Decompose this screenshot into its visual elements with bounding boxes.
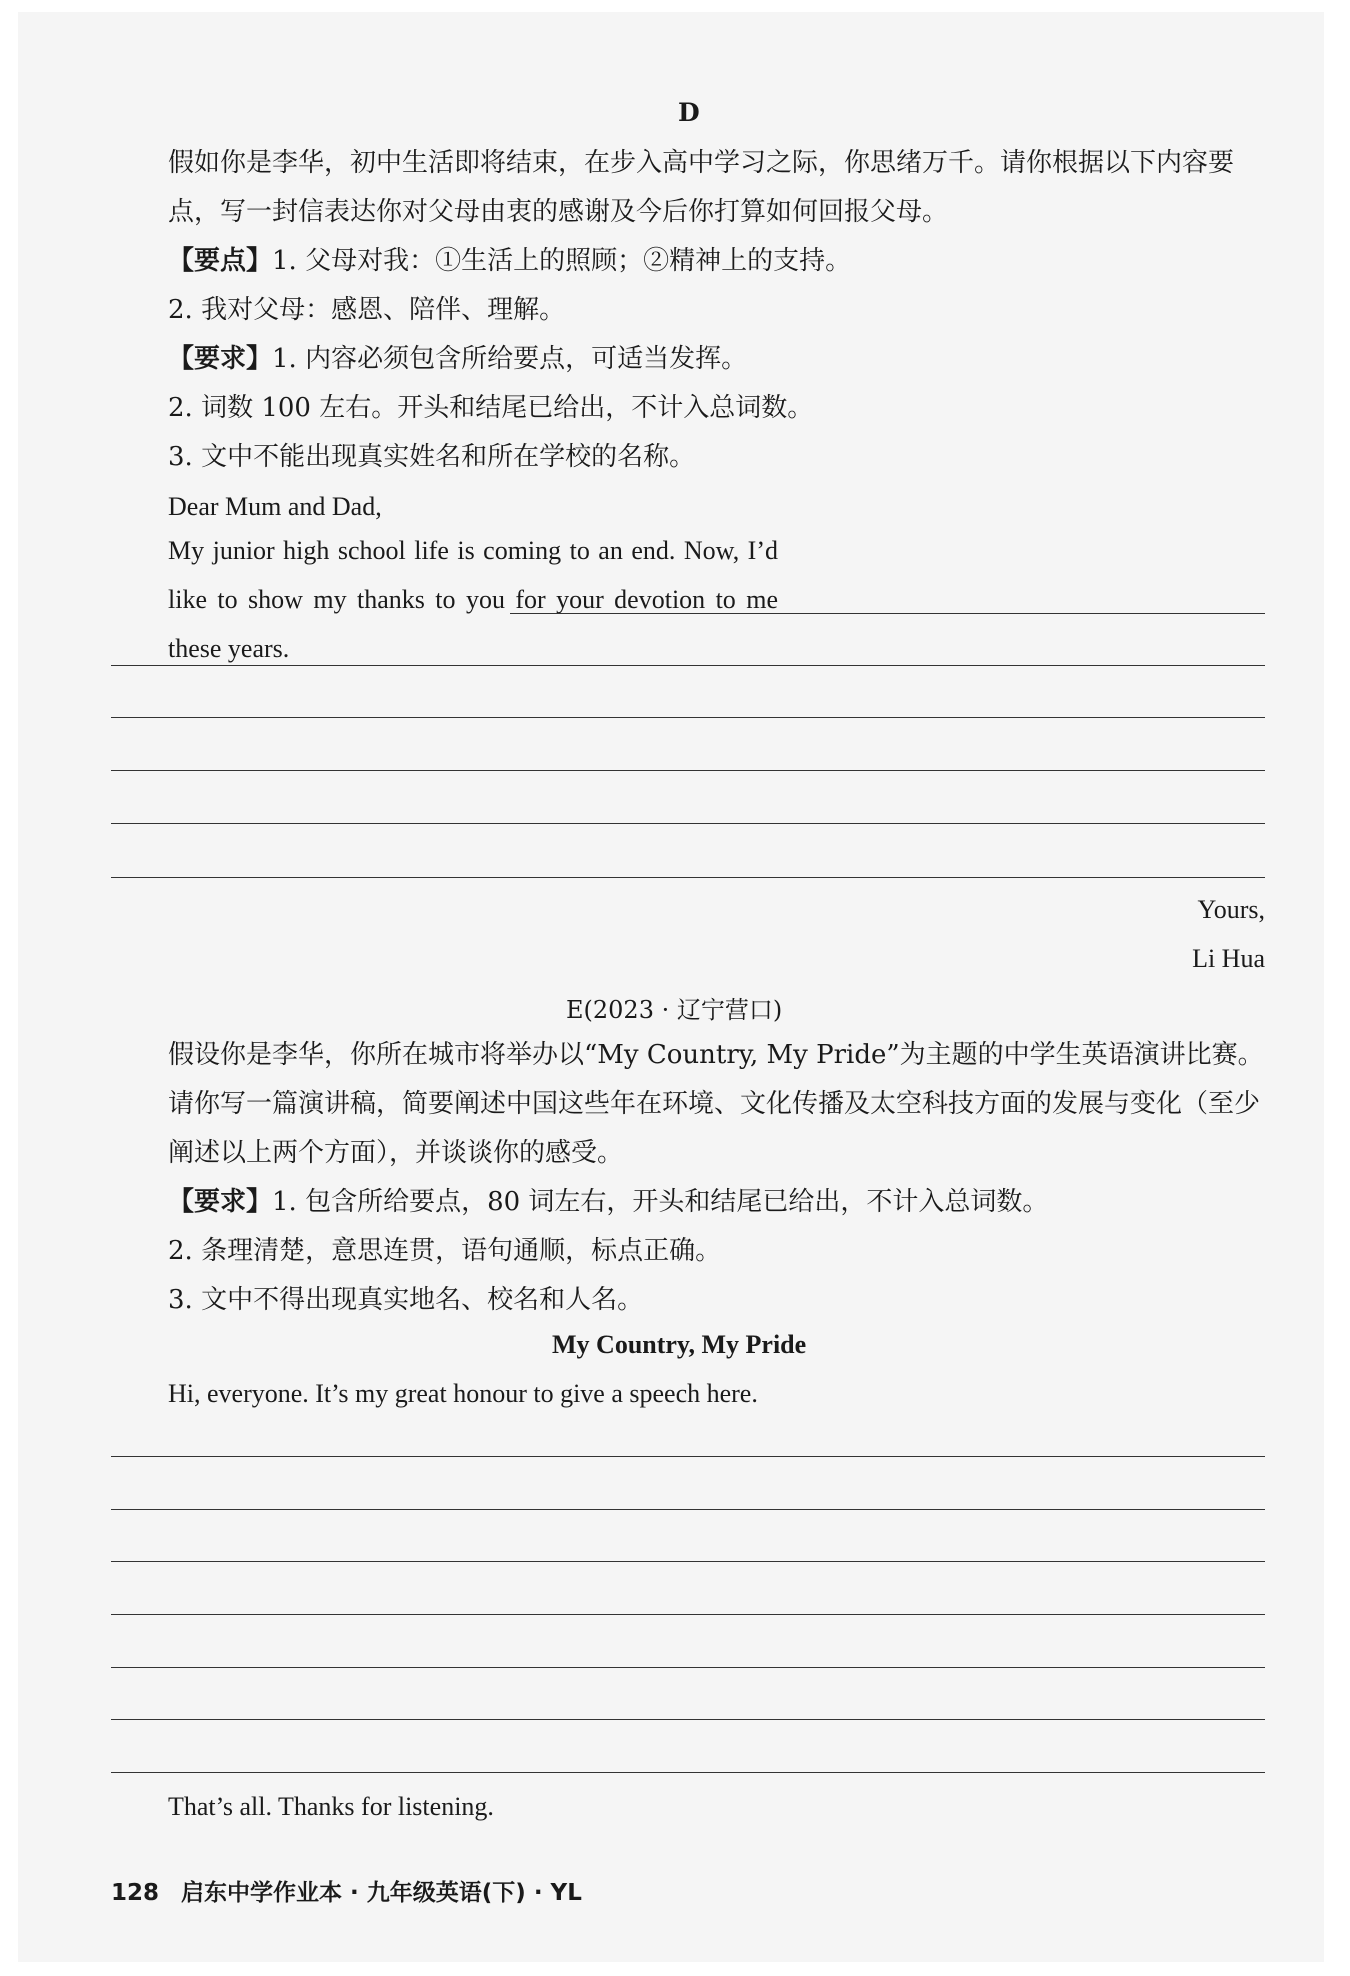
writing-line[interactable] xyxy=(111,877,1265,878)
section-d-points xyxy=(111,237,1265,531)
writing-line[interactable] xyxy=(111,1772,1265,1773)
footer xyxy=(111,1874,582,1907)
letter-closing: Yours, xyxy=(1197,895,1265,924)
point-1: 1. 父母对我：①生活上的照顾；②精神上的支持。 xyxy=(272,246,852,276)
point-2: 2. 我对父母：感恩、陪伴、理解。 xyxy=(168,295,566,325)
requirement-2: 2. 词数 100 左右。开头和结尾已给出，不计入总词数。 xyxy=(168,393,814,423)
requirement-2: 2. 条理清楚，意思连贯，语句通顺，标点正确。 xyxy=(168,1236,722,1266)
requirement-1: 1. 包含所给要点，80 词左右，开头和结尾已给出，不计入总词数。 xyxy=(272,1187,1049,1217)
section-e-requirements xyxy=(111,1178,1265,1325)
writing-line[interactable] xyxy=(111,1719,1265,1720)
letter-signature: Li Hua xyxy=(1192,944,1265,973)
writing-line[interactable] xyxy=(111,823,1265,824)
writing-line[interactable] xyxy=(111,1509,1265,1510)
writing-line[interactable] xyxy=(111,1561,1265,1562)
writing-line[interactable] xyxy=(111,665,1265,666)
writing-line[interactable] xyxy=(111,717,1265,718)
writing-line[interactable] xyxy=(111,1456,1265,1457)
requirements-label: 【要求】 xyxy=(168,1187,273,1217)
requirement-3: 3. 文中不得出现真实地名、校名和人名。 xyxy=(168,1285,644,1315)
speech-ending: That’s all. Thanks for listening. xyxy=(168,1792,494,1821)
page-number: 128 xyxy=(111,1880,160,1906)
letter-opening: My junior high school life is coming to an end. Now, I’d like to show my thanks to you for your devotion to me these years. xyxy=(168,536,778,663)
speech-opening: Hi, everyone. It’s my great honour to give a speech here. xyxy=(168,1379,758,1408)
writing-line[interactable] xyxy=(111,1667,1265,1668)
writing-line[interactable] xyxy=(510,613,1265,614)
requirement-3: 3. 文中不能出现真实姓名和所在学校的名称。 xyxy=(168,442,696,472)
section-e-heading: E(2023 · 辽宁营口) xyxy=(566,996,783,1024)
section-d-prompt: 假如你是李华，初中生活即将结束，在步入高中学习之际，你思绪万千。请你根据以下内容要点，写一封信表达你对父母由衷的感谢及今后你打算如何回报父母。 xyxy=(168,148,1235,227)
section-e-prompt: 假设你是李华，你所在城市将举办以“My Country, My Pride”为主题的中学生英语演讲比赛。请你写一篇演讲稿，简要阐述中国这些年在环境、文化传播及太空科技方面的发展与变化（至少阐述以上两个方面），并谈谈你的感受。 xyxy=(168,1040,1264,1168)
writing-line[interactable] xyxy=(111,1614,1265,1615)
book-title: 启东中学作业本 · 九年级英语(下) · YL xyxy=(181,1880,582,1906)
writing-line[interactable] xyxy=(111,770,1265,771)
speech-title: My Country, My Pride xyxy=(552,1330,807,1359)
requirements-label: 【要求】 xyxy=(168,344,273,374)
requirement-1: 1. 内容必须包含所给要点，可适当发挥。 xyxy=(272,344,748,374)
section-d-heading: D xyxy=(678,98,700,127)
letter-greeting: Dear Mum and Dad, xyxy=(168,492,382,521)
points-label: 【要点】 xyxy=(168,246,273,276)
